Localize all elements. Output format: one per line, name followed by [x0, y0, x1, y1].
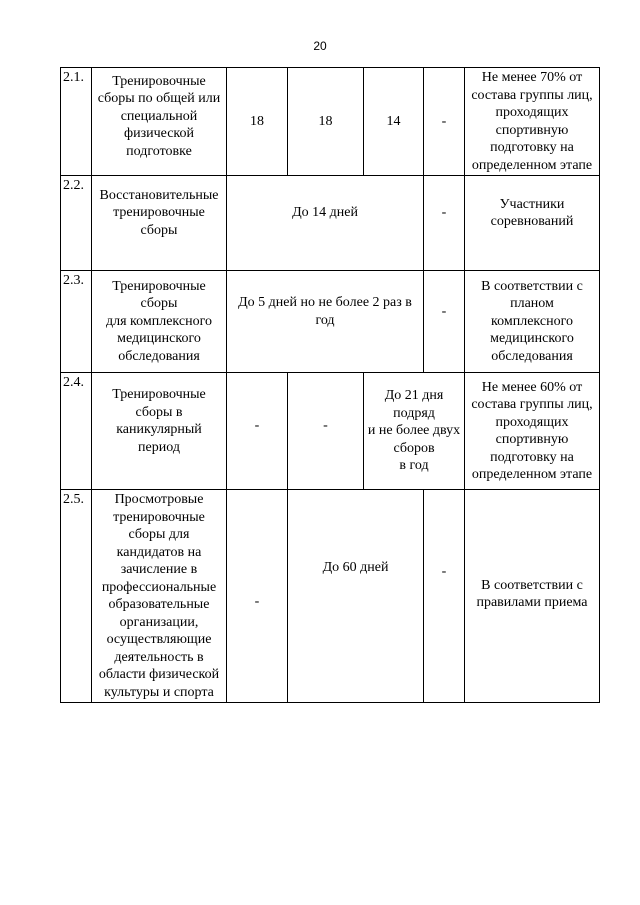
table-row [61, 68, 600, 176]
row-number: 2.2. [61, 176, 92, 271]
camp-type [92, 373, 227, 490]
days-cell [227, 373, 288, 490]
days-cell: 14 [364, 68, 424, 176]
days-span-text: До 5 дней но не более 2 раз в год [238, 295, 412, 328]
participants-note-text: В соответствии с правилами приема [476, 577, 588, 610]
days-dash: - [441, 564, 447, 580]
participants-note-text: В соответствии с планом комплексного медицинского обследования [481, 278, 583, 364]
row-number: 2.3. [61, 271, 92, 373]
days-cell [424, 176, 465, 271]
days-span-text: До 14 дней [292, 205, 358, 221]
camp-type-text: Тренировочные сборы в каникулярный период [112, 387, 206, 455]
days-cell [424, 271, 465, 373]
camp-type [92, 176, 227, 271]
days-cell: 18 [288, 68, 364, 176]
days-dash: - [441, 205, 447, 221]
training-camps-table [60, 67, 600, 703]
days-span-cell [288, 490, 424, 703]
camp-type-text: Просмотровые тренировочные сборы для кандидатов на зачисление в профессиональные образовательные организации, осуществляющие деятельность в области физической культуры и спорта [98, 492, 220, 700]
days-dash: - [441, 303, 447, 319]
participants-note [465, 176, 600, 271]
page-number: 20 [313, 39, 327, 53]
camp-type-text: Тренировочные сборы для комплексного медицинского обследования [106, 278, 212, 364]
participants-note [465, 271, 600, 373]
days-cell: 18 [227, 68, 288, 176]
days-span-cell [364, 373, 465, 490]
days-span-text: До 21 дня подряд и не более двух сборов в год [367, 388, 461, 474]
row-number: 2.5. [61, 490, 92, 703]
participants-note [465, 490, 600, 703]
camp-type [92, 68, 227, 176]
days-cell: - [424, 68, 465, 176]
camp-type-text: Восстановительные тренировочные сборы [99, 187, 219, 238]
row-number: 2.1. [61, 68, 92, 176]
row-number: 2.4. [61, 373, 92, 490]
days-cell [424, 490, 465, 703]
days-cell [227, 490, 288, 703]
table-row [61, 176, 600, 271]
participants-note-text: Участники соревнований [490, 196, 574, 229]
days-cell [288, 373, 364, 490]
table-row [61, 490, 600, 703]
days-dash: - [254, 594, 260, 610]
participants-note [465, 68, 600, 176]
days-span-cell [227, 271, 424, 373]
camp-type [92, 271, 227, 373]
participants-note-text: Не менее 60% от состава группы лиц, проходящих спортивную подготовку на определенном этапе [471, 379, 593, 482]
table-row [61, 271, 600, 373]
days-span-cell [227, 176, 424, 271]
participants-note-text: Не менее 70% от состава группы лиц, проходящих спортивную подготовку на определенном этапе [471, 70, 593, 173]
participants-note [465, 373, 600, 490]
days-span-text: До 60 дней [322, 560, 389, 576]
days-dash: - [254, 418, 260, 434]
camp-type-text: Тренировочные сборы по общей или специальной физической подготовке [97, 73, 221, 159]
days-dash: - [323, 418, 328, 434]
table-row [61, 373, 600, 490]
camp-type [92, 490, 227, 703]
